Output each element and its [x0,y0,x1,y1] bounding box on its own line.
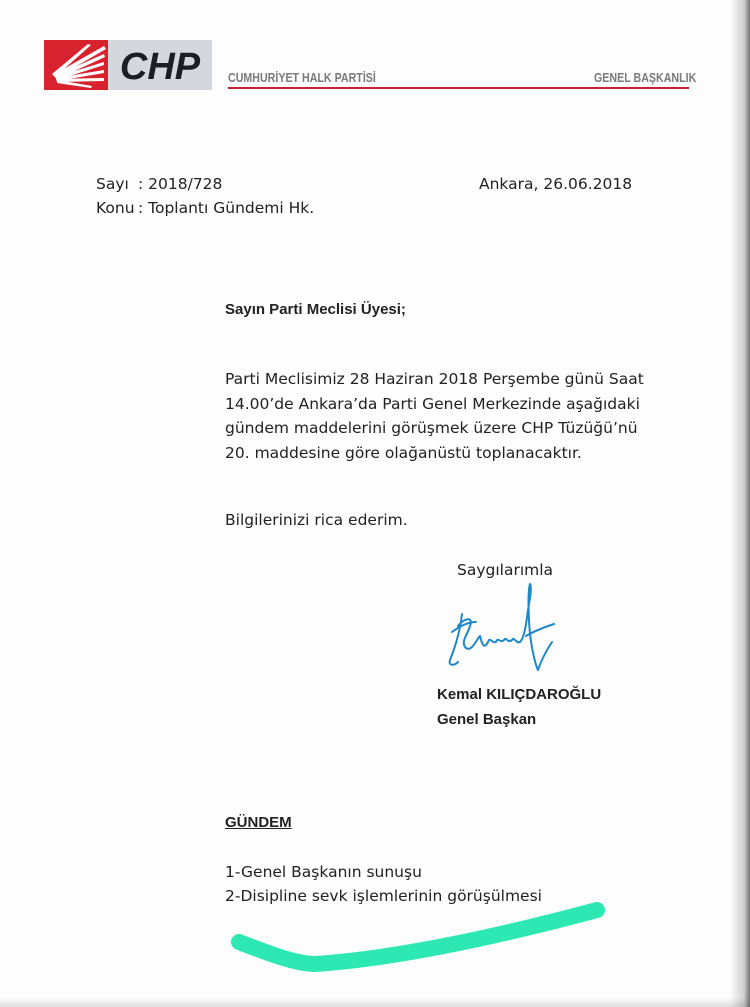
party-name: CUMHURİYET HALK PARTİSİ [228,70,376,85]
logo-text: CHP [119,46,201,88]
signature-scribble [440,582,560,682]
signer-name: Kemal KILIÇDAROĞLU [437,686,602,703]
agenda-item: 1-Genel Başkanın sunuşu [225,863,422,881]
place-date: Ankara, 26.06.2018 [479,175,633,193]
signer-title: Genel Başkan [437,711,537,728]
body-line: 14.00’de Ankara’da Parti Genel Merkezinde aşağıdaki [225,395,640,413]
salutation: Sayın Parti Meclisi Üyesi; [225,301,406,318]
request-line: Bilgilerinizi rica ederim. [225,511,408,529]
office-name: GENEL BAŞKANLIK [594,70,697,85]
number-label: Sayı [96,175,129,193]
subject-label: Konu [96,199,135,217]
body-line: gündem maddelerini görüşmek üzere CHP Tüzüğü’nü [225,419,638,437]
closing-line: Saygılarımla [457,561,554,579]
body-line: 20. maddesine göre olağanüstü toplanacaktır. [225,444,582,462]
body-line: Parti Meclisimiz 28 Haziran 2018 Perşembe günü Saat [225,370,644,388]
number-value: : 2018/728 [138,175,223,193]
chp-logo [44,40,212,90]
page-edge-shadow [730,0,750,1007]
highlighter-stroke [225,892,615,982]
header-rule [228,87,689,89]
agenda-item: 2-Disipline sevk işlemlerinin görüşülmesi [225,887,542,905]
agenda-title: GÜNDEM [225,814,292,831]
page-bottom-shadow [0,997,750,1007]
subject-value: : Toplantı Gündemi Hk. [138,199,315,217]
